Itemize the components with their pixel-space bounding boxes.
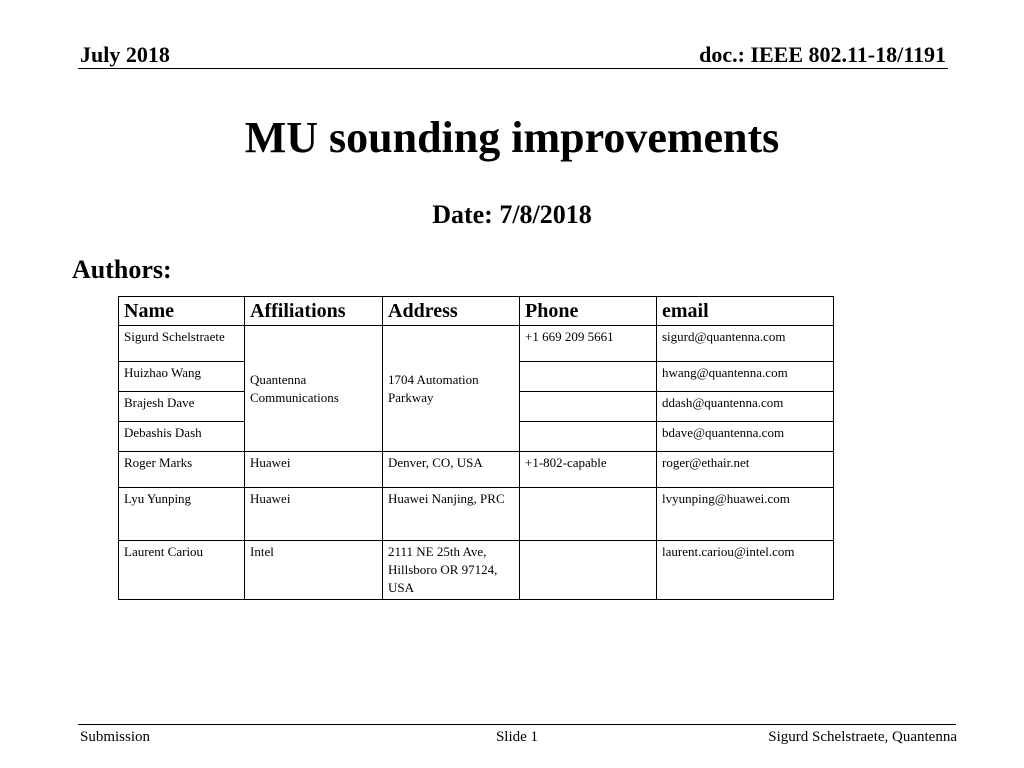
cell-email: bdave@quantenna.com xyxy=(657,422,834,452)
cell-address: Denver, CO, USA xyxy=(383,452,520,488)
cell-email: lvyunping@huawei.com xyxy=(657,488,834,541)
header-date: July 2018 xyxy=(80,42,170,67)
col-header-phone: Phone xyxy=(520,297,657,326)
cell-phone xyxy=(520,422,657,452)
footer-submission: Submission xyxy=(80,729,151,745)
cell-phone: +1 669 209 5661 xyxy=(520,326,657,362)
footer-slide-number: Slide 1 xyxy=(495,729,539,745)
col-header-name: Name xyxy=(119,297,245,326)
footer-author: Sigurd Schelstraete, Quantenna xyxy=(768,729,957,745)
cell-phone xyxy=(520,541,657,600)
cell-name: Lyu Yunping xyxy=(119,488,245,541)
cell-email: ddash@quantenna.com xyxy=(657,392,834,422)
authors-table xyxy=(118,296,834,600)
cell-address: Huawei Nanjing, PRC xyxy=(383,488,520,541)
cell-email: laurent.cariou@intel.com xyxy=(657,541,834,600)
cell-phone xyxy=(520,392,657,422)
table-row xyxy=(119,452,834,488)
cell-affiliation: Huawei xyxy=(245,488,383,541)
table-row xyxy=(119,326,834,362)
cell-name: Sigurd Schelstraete xyxy=(119,326,245,362)
cell-email: roger@ethair.net xyxy=(657,452,834,488)
cell-address: 2111 NE 25th Ave, Hillsboro OR 97124, USA xyxy=(383,541,520,600)
cell-name: Brajesh Dave xyxy=(119,392,245,422)
cell-email: hwang@quantenna.com xyxy=(657,362,834,392)
header-doc-number: doc.: IEEE 802.11-18/1191 xyxy=(699,42,946,67)
header-rule xyxy=(78,68,948,69)
table-row xyxy=(119,488,834,541)
col-header-affiliations: Affiliations xyxy=(245,297,383,326)
cell-address: 1704 Automation Parkway xyxy=(383,326,520,452)
cell-phone xyxy=(520,488,657,541)
cell-name: Debashis Dash xyxy=(119,422,245,452)
cell-name: Huizhao Wang xyxy=(119,362,245,392)
table-header-row xyxy=(119,297,834,326)
cell-affiliation: Intel xyxy=(245,541,383,600)
cell-affiliation: Huawei xyxy=(245,452,383,488)
cell-phone xyxy=(520,362,657,392)
slide-date: Date: 7/8/2018 xyxy=(432,200,592,229)
table-row xyxy=(119,541,834,600)
cell-affiliation: Quantenna Communications xyxy=(245,326,383,452)
footer-rule xyxy=(78,724,956,725)
col-header-address: Address xyxy=(383,297,520,326)
cell-name: Roger Marks xyxy=(119,452,245,488)
cell-email: sigurd@quantenna.com xyxy=(657,326,834,362)
cell-name: Laurent Cariou xyxy=(119,541,245,600)
slide-title: MU sounding improvements xyxy=(244,113,780,162)
cell-phone: +1-802-capable xyxy=(520,452,657,488)
authors-label: Authors: xyxy=(72,255,172,284)
col-header-email: email xyxy=(657,297,834,326)
